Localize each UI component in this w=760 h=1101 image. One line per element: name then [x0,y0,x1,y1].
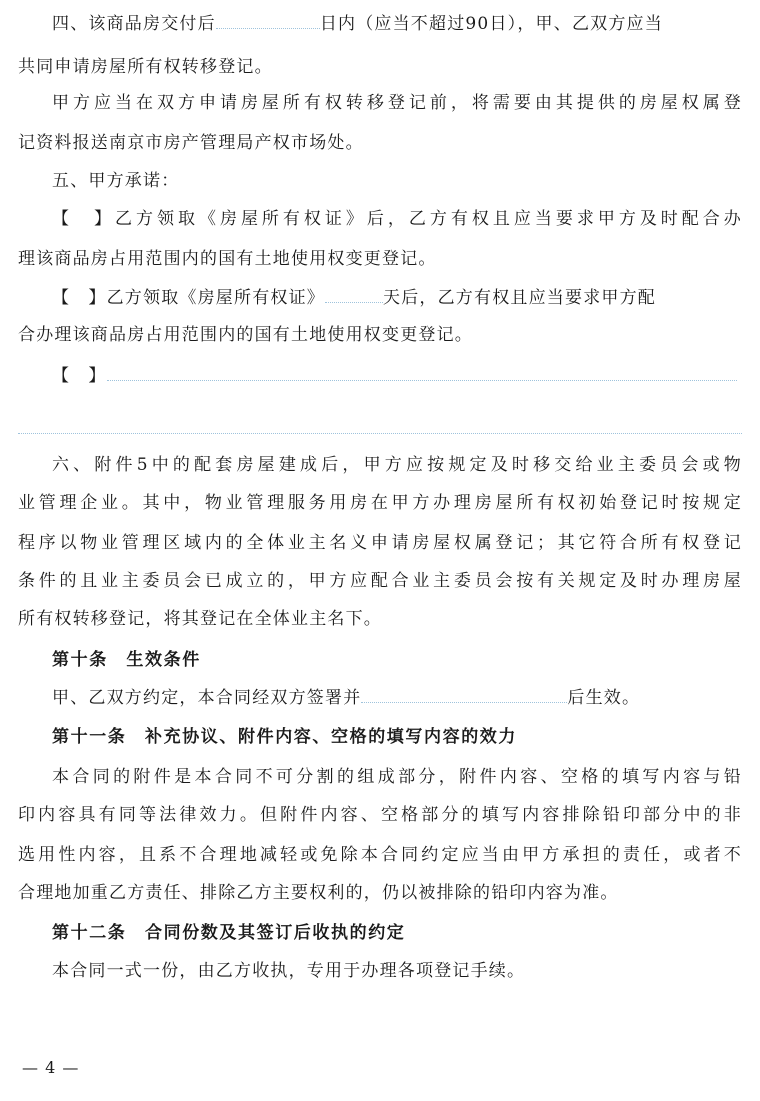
article-11-line-1: 本合同的附件是本合同不可分割的组成部分，附件内容、空格的填写内容与铅 [52,767,742,787]
clause-4-line-1: 四、该商品房交付后 日内（应当不超过90日），甲、乙双方应当 [18,8,742,38]
custom-promise-blank-1[interactable] [107,360,737,381]
clause-6-line-5: 所有权转移登记，将其登记在全体业主名下。 [18,609,382,629]
clause-6-line-1: 六、附件5中的配套房屋建成后，甲方应按规定及时移交给业主委员会或物 [52,455,742,475]
effective-condition-blank[interactable] [361,682,567,703]
article-12-line-1: 本合同一式一份，由乙方收执，专用于办理各项登记手续。 [52,961,526,981]
article-11-title: 第十一条 补充协议、附件内容、空格的填写内容的效力 [52,727,517,747]
page-number: — 4 — [22,1058,80,1077]
clause-5-option-1-line-2: 理该商品房占用范围内的国有土地使用权变更登记。 [18,249,437,269]
clause-6-line-4: 条件的且业主委员会已成立的，甲方应配合业主委员会按有关规定及时办理房屋 [18,571,742,591]
article-10-title: 第十条 生效条件 [52,650,201,670]
article-11-line-2: 印内容具有同等法律效力。但附件内容、空格部分的填写内容排除铅印部分中的非 [18,805,742,825]
article-12-title: 第十二条 合同份数及其签订后收执的约定 [52,923,406,943]
clause-5-option-2-line-1: 【 】乙方领取《房屋所有权证》 天后，乙方有权且应当要求甲方配 [18,282,742,312]
clause-6-line-2: 业管理企业。其中，物业管理服务用房在甲方办理房屋所有权初始登记时按规定 [18,493,742,513]
days-after-certificate-blank[interactable] [325,282,383,303]
clause-6-line-3: 程序以物业管理区域内的全体业主名义申请房屋权属登记；其它符合所有权登记 [18,533,742,553]
article-11-line-4: 合理地加重乙方责任、排除乙方主要权利的，仍以被排除的铅印内容为准。 [18,883,619,903]
article-10-body: 甲、乙双方约定，本合同经双方签署并 后生效。 [18,682,742,712]
days-after-delivery-blank[interactable] [216,8,320,29]
clause-5-heading: 五、甲方承诺： [52,171,180,191]
clause-4-line-3: 甲方应当在双方申请房屋所有权转移登记前，将需要由其提供的房屋权属登 [52,93,742,113]
clause-4-line-4: 记资料报送南京市房产管理局产权市场处。 [18,133,364,153]
clause-5-option-3: 【 】 [18,360,742,390]
article-11-line-3: 选用性内容，且系不合理地减轻或免除本合同约定应当由甲方承担的责任，或者不 [18,845,742,865]
clause-5-option-2-line-2: 合办理该商品房占用范围内的国有土地使用权变更登记。 [18,325,473,345]
custom-promise-blank-2[interactable] [18,432,742,434]
clause-5-option-1-line-1: 【 】乙方领取《房屋所有权证》后，乙方有权且应当要求甲方及时配合办 [52,209,742,229]
clause-4-line-2: 共同申请房屋所有权转移登记。 [18,57,273,77]
